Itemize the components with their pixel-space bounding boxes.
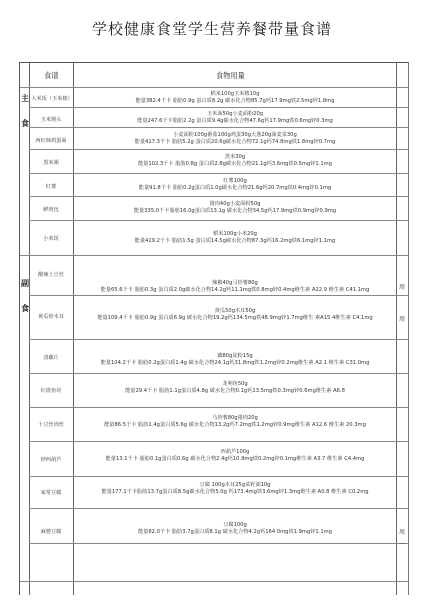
dish-detail (75, 308, 395, 322)
dish-detail (75, 415, 395, 429)
dish-detail (75, 132, 395, 146)
ingredients: 藕80g淀粉15g (217, 353, 253, 359)
dish-name: 十豆丝肉丝 (38, 422, 64, 428)
ingredients: 小麦面粉100g番茄100g鸡蛋30g大葱20g油麦菜30g (173, 132, 297, 138)
section-divider (20, 255, 408, 256)
dish-name: 小米饭 (43, 236, 59, 242)
ingredients: 龙利鱼50g (222, 381, 248, 387)
ingredients: 猪肉40g小麦面粉50g (209, 201, 261, 207)
section-label-side-2: 食 (21, 304, 29, 313)
dish-detail (75, 178, 395, 192)
dish-name: 玉米馒头 (40, 117, 62, 123)
nutrition: 能量419.2千卡 脂肪1.5g 蛋白质14.5g碳水化合物87.3g钙16.2mg铁6.1mg锌1.1mg (134, 238, 336, 244)
dish-name: 大米饭（玉米楂） (31, 96, 73, 102)
dash-mark: 一 (399, 541, 406, 548)
nutrition: 能量86.5千卡 脂肪1.4g蛋白质5.6g 碳水化合物13.2g钙7.2mg铁1.2mg锌0.9mg维生素 A12.6 维生素 20.3mg (104, 422, 366, 428)
ingredients: 稻米100g小米20g (213, 231, 257, 237)
nutrition: 能量65.6千卡 脂肪0.3g 蛋白质2.0g碳水化合物14.2g钙11.1mg铁0.8mg锌0.4mg维生素 A22.9 维生素 C41.1mg (100, 287, 370, 293)
row-divider (20, 581, 408, 582)
nutrition: 能量91.8千卡 脂肪0.2g蛋白质1.0g碳水化合物21.6g钙20.7mg铁0.4mg锌0.1mg (138, 185, 332, 191)
dish-name: 清藕片 (43, 355, 59, 361)
nutrition: 能量13.1千卡 脂肪0.1g蛋白质0.6g 碳水化合物2.4g钙10.9mg铁0.2mg锌0.1mg维生素 A3.7 维生素 C4.4mg (105, 456, 365, 462)
dish-detail (75, 381, 395, 395)
ingredients: 马铃薯80g猪肉20g (212, 415, 258, 421)
nutrition: 能量29.4千卡 脂肪1.1g蛋白质4.8g 碳水化合物0.1g钙13.5mg铁0.3mg锌0.6mg维生素 A6.8 (125, 388, 345, 394)
dish-name: 炒西葫芦 (40, 457, 62, 463)
header-recipe: 食谱 (44, 71, 59, 80)
side-column-divider (396, 63, 397, 595)
row-divider (29, 543, 408, 544)
dish-detail (75, 231, 395, 245)
ingredients: 豆腐100g (223, 522, 247, 528)
ingredients: 豆腐 100g木耳25g菜籽油10g (199, 482, 271, 488)
ingredients: 玉米面50g小麦面粉20g (206, 111, 264, 117)
nutrition: 能量382.4千卡 脂肪0.9g 蛋白质8.2g 碳水化合物85.7g钙17.9mg铁2.5mg锌1.8mg (135, 98, 335, 104)
nutrition: 能量417.3千卡 脂肪5.2g 蛋白质20.6g碳水化合物72.1g钙74.8mg铁1.8mg锌0.7mg (134, 139, 336, 145)
ingredients: 辣椒40g马铃薯80g (212, 280, 258, 286)
nutrition: 能量247.6千卡脂肪2.2g 蛋白质9.4g碳水化合物47.6g钙17.9mg铁0.6mg锌0.3mg (137, 118, 333, 124)
row-divider (29, 196, 408, 197)
nutrition: 能量82.0千卡 脂肪3.7g蛋白质8.1g 碳水化合物4.2g钙164 0mg铁1.9mg锌1.1mg (137, 529, 333, 535)
section-label-main-2: 食 (21, 119, 29, 128)
dish-detail (75, 201, 395, 215)
dish-detail (75, 111, 395, 125)
row-divider (29, 339, 408, 340)
dish-detail (75, 280, 395, 294)
week-mark: 周 (399, 529, 406, 536)
row-divider (29, 173, 408, 174)
dish-name: 鲜肉包 (43, 207, 59, 213)
dish-detail (75, 482, 395, 496)
dish-name: 黄瓜炒木耳 (38, 314, 64, 320)
dish-name: 红薯 (45, 184, 57, 190)
recipe-column-divider (73, 63, 74, 595)
page-title: 学校健康食堂学生营养餐带量食谱 (91, 20, 332, 38)
dish-name: 黑米粥 (43, 160, 59, 166)
nutrition: 能量335.0千卡脂肪16.0g蛋白质13.1g 碳水化合物34.5g钙17.9mg铁0.9mg锌0.9mg (133, 208, 337, 214)
nutrition: 能量102.3千卡 脂肪0.8g 蛋白质2.8g碳水化合物21.1g钙3.6mg铁0.5mg锌1.1mg (137, 161, 333, 167)
dish-name: 红烧鱼块 (40, 388, 62, 394)
row-divider (29, 508, 408, 509)
dish-name: 西红柿鸡蛋面 (35, 138, 67, 144)
dish-detail (75, 91, 395, 105)
ingredients: 黑米30g (224, 154, 246, 160)
dish-detail (75, 353, 395, 367)
section-label-side-1: 副 (21, 279, 29, 288)
dish-detail (75, 154, 395, 168)
week-mark: 周 (399, 284, 406, 291)
row-divider (29, 295, 408, 296)
header-divider (20, 87, 408, 88)
row-divider (29, 220, 408, 221)
nutrition: 能量109.4千卡 脂肪0.9g 蛋白质6.9g 碳水化合物19.2g钙134.5mg铁48.9mg锌1.7mg维生 素A15.4维生素 C4.1mg (97, 315, 373, 321)
ingredients: 西葫芦100g (220, 449, 250, 455)
nutrition: 能量104.2千卡 脂肪0.2g蛋白质1.4g 碳水化合物24.1g钙31.8mg铁1.2mg锌0.2mg维生素 A2.1 维生素 C31.0mg (100, 360, 370, 366)
dish-detail (75, 449, 395, 463)
dish-name: 家常豆腐 (40, 490, 62, 496)
header-amount: 食物用量 (216, 71, 245, 80)
dish-detail (75, 522, 395, 536)
dish-name: 酸辣土豆丝 (38, 272, 64, 278)
nutrition: 能量177.1千卡脂肪13.7g蛋白质8.5g碳水化合物5.0g 钙173.4mg铁3.6mg锌1.3mg维生素 A0.8 维生素 C0.2mg (101, 489, 369, 495)
ingredients: 稻米100g玉米楂10g (210, 91, 260, 97)
row-divider (29, 441, 408, 442)
section-label-main-1: 主 (21, 94, 29, 103)
menu-table (19, 62, 409, 595)
ingredients: 红薯100g (223, 178, 247, 184)
row-divider (29, 149, 408, 150)
week-mark: 周 (399, 316, 406, 323)
row-divider (29, 127, 408, 128)
row-divider (29, 373, 408, 374)
row-divider (29, 476, 408, 477)
row-divider (29, 107, 408, 108)
dish-name: 麻婆豆腐 (40, 529, 62, 535)
ingredients: 黄瓜50g木耳50g (214, 308, 256, 314)
row-divider (29, 407, 408, 408)
